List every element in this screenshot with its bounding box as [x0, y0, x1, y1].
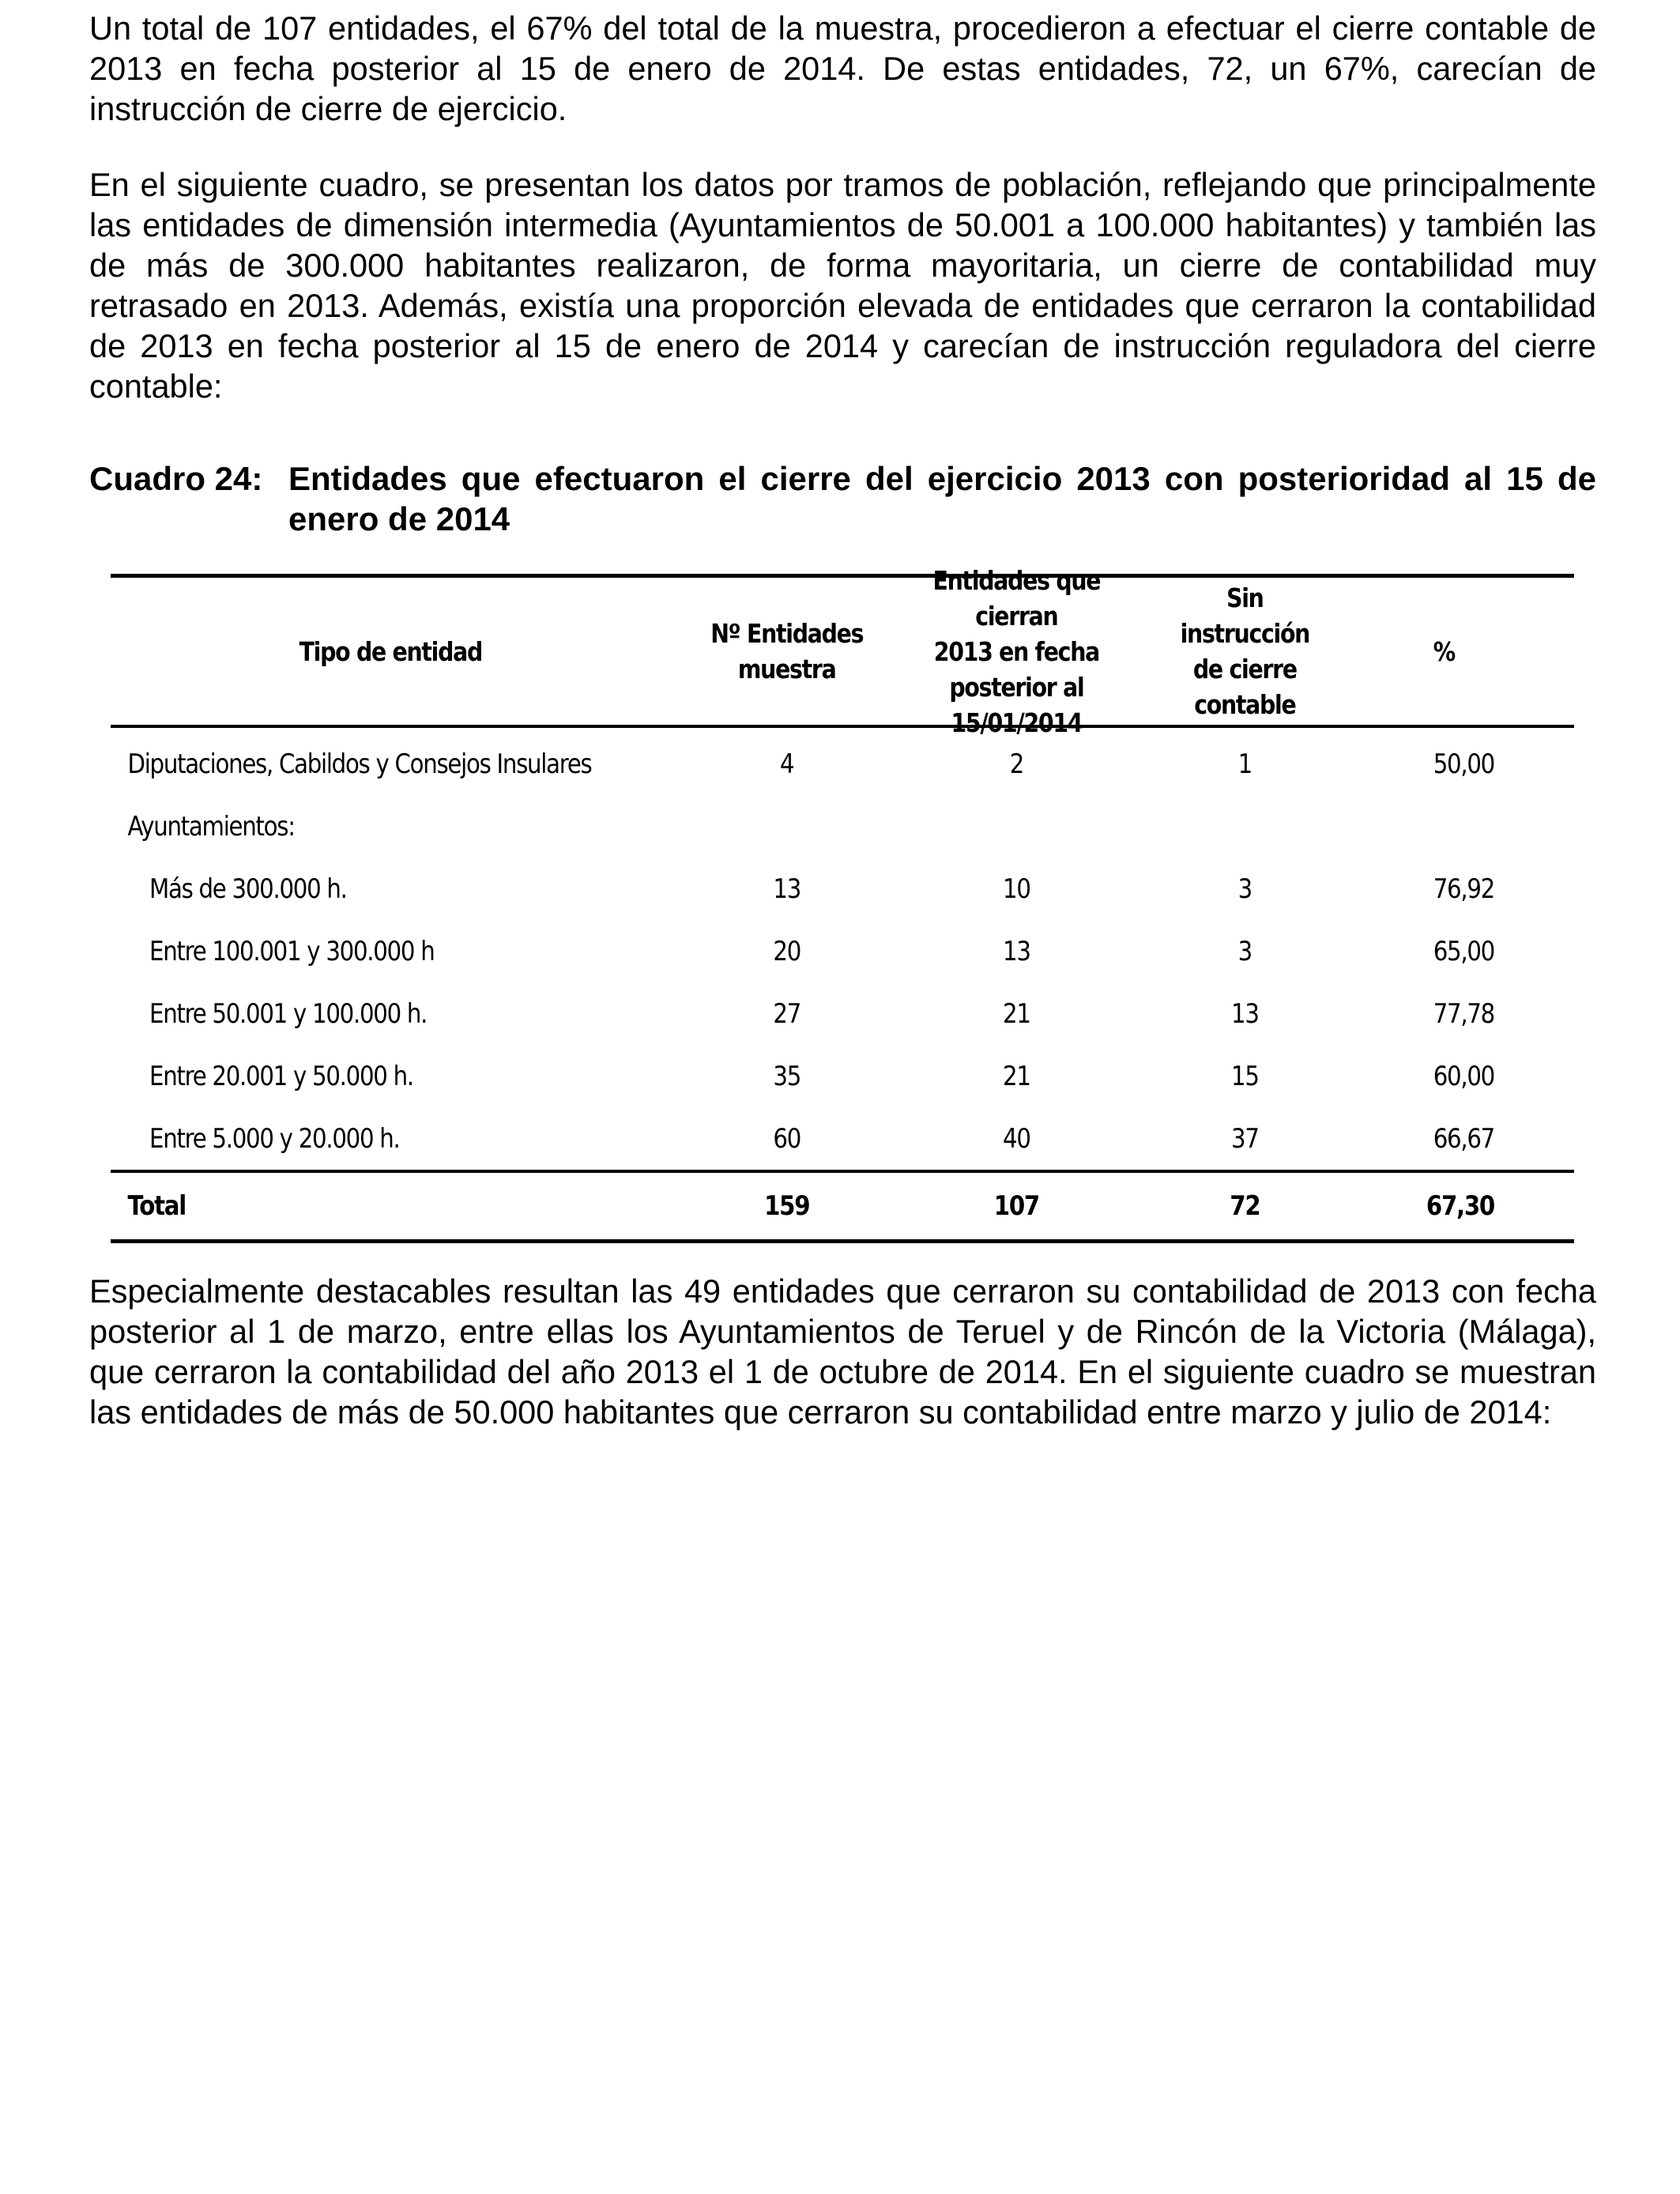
header-muestra — [671, 616, 903, 687]
header-cierran-line: 15/01/2014 — [951, 707, 1083, 738]
total-sin: 72 — [1230, 1190, 1260, 1222]
caption-title: Entidades que efectuaron el cierre del ejercicio 2013 con posterioridad al 15 de enero de 2014 — [288, 460, 1596, 537]
caption-label: Cuadro 24: — [89, 460, 263, 497]
header-muestra-line: Nº Entidades — [710, 618, 864, 649]
row-sin: 1 — [1237, 748, 1252, 780]
row-cierran: 13 — [1003, 935, 1030, 967]
row-name: Entre 50.001 y 100.000 h. — [149, 997, 428, 1030]
total-label: Total — [127, 1190, 186, 1222]
table-row-total — [111, 1173, 1574, 1239]
table-row — [111, 858, 1574, 920]
row-muestra: 35 — [773, 1060, 801, 1092]
paragraph-intro: Un total de 107 entidades, el 67% del total de la muestra, procedieron a efectuar el cierre contable de 2013 en fecha posterior al 15 de enero de 2014. De estas entidades, 72, un 67%, carecían de instrucción de cierre de ejercicio. — [89, 9, 1596, 127]
header-tipo: Tipo de entidad — [299, 635, 483, 667]
row-name: Ayuntamientos: — [127, 810, 295, 843]
total-muestra: 159 — [764, 1190, 810, 1222]
table-caption — [89, 458, 1596, 539]
row-cierran: 21 — [1003, 997, 1030, 1030]
header-cierran-line: posterior al — [949, 671, 1084, 703]
row-name: Diputaciones, Cabildos y Consejos Insulares — [127, 748, 592, 780]
header-bottom-rule — [111, 725, 1574, 728]
table-row — [111, 920, 1574, 982]
header-muestra-line: muestra — [737, 654, 836, 684]
row-name: Entre 100.001 y 300.000 h — [149, 935, 435, 967]
header-sin-line: de cierre — [1192, 654, 1297, 684]
paragraph-closing: Especialmente destacables resultan las 49 entidades que cerraron su contabilidad de 2013 con fecha posterior al 1 de marzo, entre ellas los Ayuntamientos de Teruel y de Rincón de la Victoria (Málaga), que cerraron la contabilidad del año 2013 el 1 de octubre de 2014. En el siguiente cuadro se muestran las entidades de más de 50.000 habitantes que cerraron su contabilidad entre marzo y julio de 2014: — [89, 1272, 1596, 1431]
header-cierran-line: Entidades que cierran — [932, 564, 1101, 631]
row-pct: 60,00 — [1433, 1060, 1494, 1092]
row-pct: 76,92 — [1433, 873, 1494, 905]
header-cierran-line: 2013 en fecha — [933, 635, 1099, 667]
row-pct: 77,78 — [1433, 997, 1494, 1030]
table-row — [111, 1045, 1574, 1107]
row-sin: 3 — [1237, 873, 1252, 905]
row-pct: 66,67 — [1433, 1122, 1494, 1155]
table-bottom-rule — [111, 1239, 1574, 1243]
row-sin: 13 — [1231, 997, 1259, 1030]
row-cierran: 40 — [1003, 1122, 1030, 1155]
row-cierran: 2 — [1009, 748, 1024, 780]
row-name: Más de 300.000 h. — [149, 873, 347, 905]
table-header — [111, 564, 1574, 738]
table-row — [111, 733, 1574, 795]
row-name: Entre 20.001 y 50.000 h. — [149, 1060, 413, 1092]
table-row — [111, 795, 1574, 858]
row-pct: 65,00 — [1433, 935, 1494, 967]
row-muestra: 13 — [773, 873, 801, 905]
table-body — [111, 733, 1574, 1170]
header-sin-line: contable — [1194, 689, 1296, 720]
row-cierran: 10 — [1003, 873, 1030, 905]
row-muestra: 20 — [773, 935, 801, 967]
row-name: Entre 5.000 y 20.000 h. — [149, 1122, 400, 1155]
header-sin-instruccion — [1130, 580, 1360, 722]
row-muestra: 60 — [773, 1122, 801, 1155]
row-cierran: 21 — [1003, 1060, 1030, 1092]
row-sin: 3 — [1237, 935, 1252, 967]
total-pct: 67,30 — [1426, 1190, 1494, 1222]
header-pct: % — [1433, 635, 1455, 667]
table-row — [111, 1107, 1574, 1170]
table-row — [111, 982, 1574, 1045]
row-sin: 37 — [1231, 1122, 1259, 1155]
paragraph-context: En el siguiente cuadro, se presentan los datos por tramos de población, reflejando que principalmente las entidades de dimensión intermedia (Ayuntamientos de 50.001 a 100.000 habitantes) y también las de más de 300.000 habitantes realizaron, de forma mayoritaria, un cierre de contabilidad muy retrasado en 2013. Además, existía una proporción elevada de entidades que cerraron la contabilidad de 2013 en fecha posterior al 15 de enero de 2014 y carecían de instrucción reguladora del cierre contable: — [89, 166, 1596, 405]
row-sin: 15 — [1231, 1060, 1259, 1092]
header-sin-line: instrucción — [1180, 618, 1310, 649]
header-sin-line: Sin — [1226, 582, 1264, 613]
header-cierran — [903, 563, 1130, 741]
row-muestra: 4 — [780, 748, 794, 780]
row-muestra: 27 — [773, 997, 801, 1030]
data-table — [111, 564, 1574, 1243]
total-cierran: 107 — [993, 1190, 1039, 1222]
row-pct: 50,00 — [1433, 748, 1494, 780]
